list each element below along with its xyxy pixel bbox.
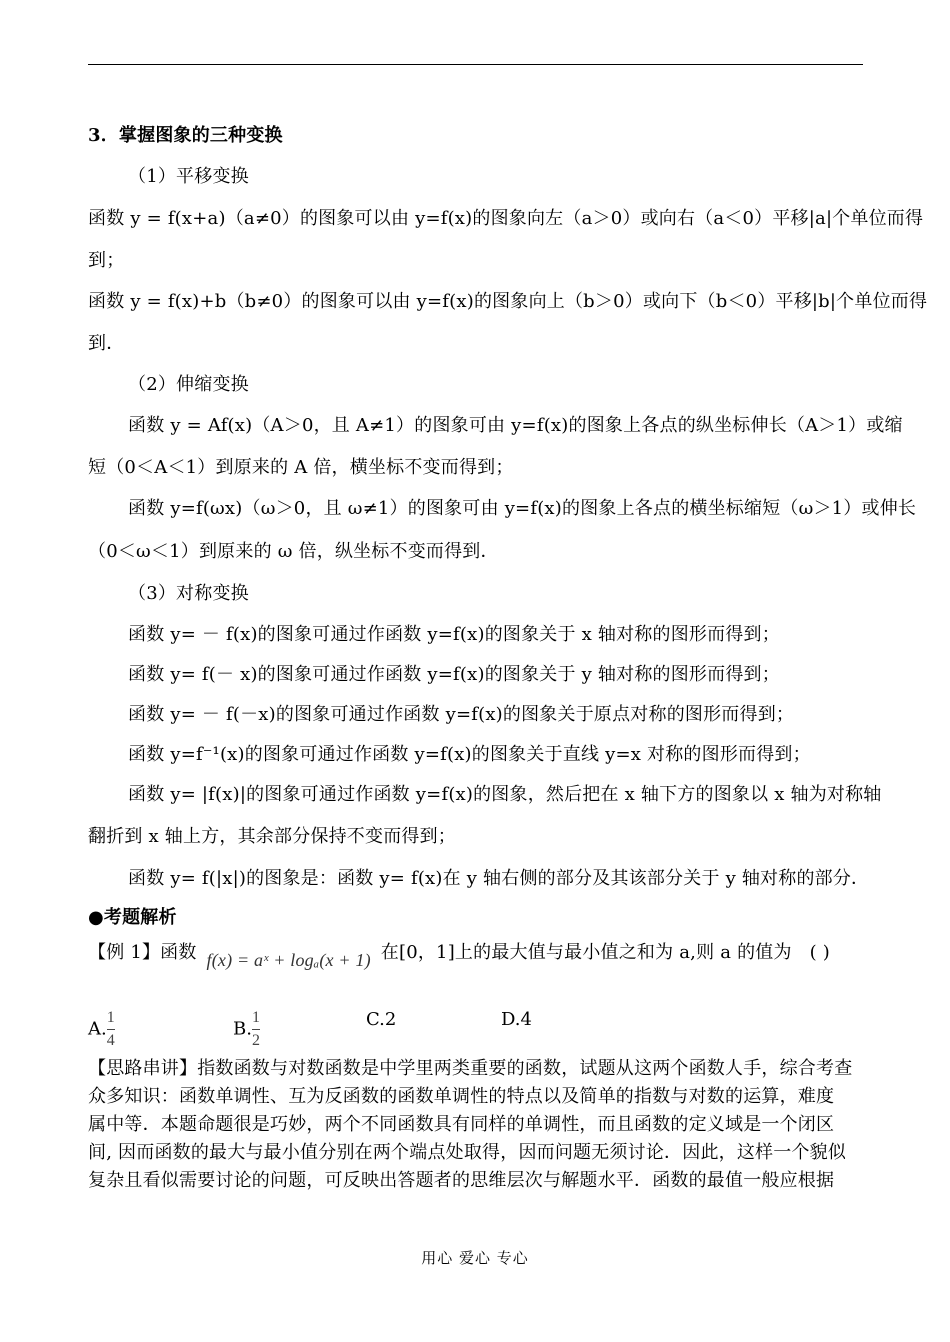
translate-title: （1）平移变换 [128, 166, 249, 187]
paragraph-line-3: 属中等．本题命题很是巧妙，两个不同函数具有同样的单调性，而且函数的定义域是一个闭区 [88, 1114, 835, 1135]
option-a-denominator: 4 [106, 1032, 115, 1049]
stretch-line-1b: 短（0＜A＜1）到原来的 A 倍，横坐标不变而得到； [88, 457, 514, 478]
symmetry-title: （3）对称变换 [128, 583, 249, 604]
section-heading: 3．掌握图象的三种变换 [88, 125, 283, 146]
symmetry-line-2: 函数 y= f(－ x)的图象可通过作函数 y=f(x)的图象关于 y 轴对称的图形而得到； [128, 664, 780, 685]
example-label: 【例 1】函数 [88, 942, 197, 963]
symmetry-line-5b: 翻折到 x 轴上方，其余部分保持不变而得到； [88, 826, 456, 847]
translate-line-2: 函数 y = f(x)+b（b≠0）的图象可以由 y=f(x)的图象向上（b＞0）或向下（b＜0）平移|b|个单位而得 [88, 291, 928, 312]
paragraph-line-4: 间, 因而函数的最大与最小值分别在两个端点处取得，因而问题无须讨论．因此，这样一个貌似 [88, 1142, 847, 1163]
option-a[interactable] [88, 1008, 115, 1051]
option-a-numerator: 1 [106, 1009, 115, 1026]
option-d[interactable]: D.4 [501, 1009, 532, 1030]
option-b-fraction [252, 1008, 260, 1051]
option-b-denominator: 2 [251, 1032, 260, 1049]
example-formula: f(x) = aˣ + logₐ(x + 1) [206, 950, 371, 970]
paragraph-line-1: 【思路串讲】指数函数与对数函数是中学里两类重要的函数，试题从这两个函数人手，综合考查 [88, 1058, 853, 1079]
option-c[interactable]: C.2 [366, 1009, 397, 1030]
option-b-numerator: 1 [251, 1009, 260, 1026]
symmetry-line-6: 函数 y= f(|x|)的图象是：函数 y= f(x)在 y 轴右侧的部分及其该部分关于 y 轴对称的部分． [128, 868, 870, 889]
stretch-title: （2）伸缩变换 [128, 374, 249, 395]
option-b[interactable] [233, 1008, 260, 1051]
stretch-line-2b: （0＜ω＜1）到原来的 ω 倍，纵坐标不变而得到． [88, 541, 499, 562]
example-1 [88, 940, 863, 976]
symmetry-line-5: 函数 y= |f(x)|的图象可通过作函数 y=f(x)的图象，然后把在 x 轴下方的图象以 x 轴为对称轴 [128, 784, 882, 805]
option-b-label: B. [233, 1018, 252, 1040]
symmetry-line-4: 函数 y=f⁻¹(x)的图象可通过作函数 y=f(x)的图象关于直线 y=x 对称的图形而得到； [128, 744, 811, 765]
option-a-label: A. [88, 1018, 107, 1040]
header-rule [88, 64, 863, 65]
translate-line-1b: 到； [88, 250, 125, 271]
answer-bracket: ( ) [809, 942, 830, 963]
analysis-title: ●考题解析 [88, 907, 177, 928]
stretch-line-1: 函数 y = Af(x)（A＞0，且 A≠1）的图象可由 y=f(x)的图象上各点的纵坐标伸长（A＞1）或缩 [128, 415, 903, 436]
example-text: 在[0，1]上的最大值与最小值之和为 a,则 a 的值为 [380, 942, 792, 963]
translate-line-1: 函数 y = f(x+a)（a≠0）的图象可以由 y=f(x)的图象向左（a＞0）或向右（a＜0）平移|a|个单位而得 [88, 208, 924, 229]
page-footer: 用心 爱心 专心 [421, 1249, 529, 1267]
stretch-line-2: 函数 y=f(ωx)（ω＞0，且 ω≠1）的图象可由 y=f(x)的图象上各点的横坐标缩短（ω＞1）或伸长 [128, 498, 917, 519]
translate-line-2b: 到． [88, 333, 125, 354]
paragraph-line-5: 复杂且看似需要讨论的问题，可反映出答题者的思维层次与解题水平．函数的最值一般应根据 [88, 1170, 835, 1191]
symmetry-line-1: 函数 y= － f(x)的图象可通过作函数 y=f(x)的图象关于 x 轴对称的图形而得到； [128, 624, 780, 645]
option-a-fraction [107, 1008, 115, 1051]
symmetry-line-3: 函数 y= － f(－x)的图象可通过作函数 y=f(x)的图象关于原点对称的图形而得到； [128, 704, 795, 725]
paragraph-line-2: 众多知识：函数单调性、互为反函数的函数单调性的特点以及简单的指数与对数的运算，难度 [88, 1086, 835, 1107]
